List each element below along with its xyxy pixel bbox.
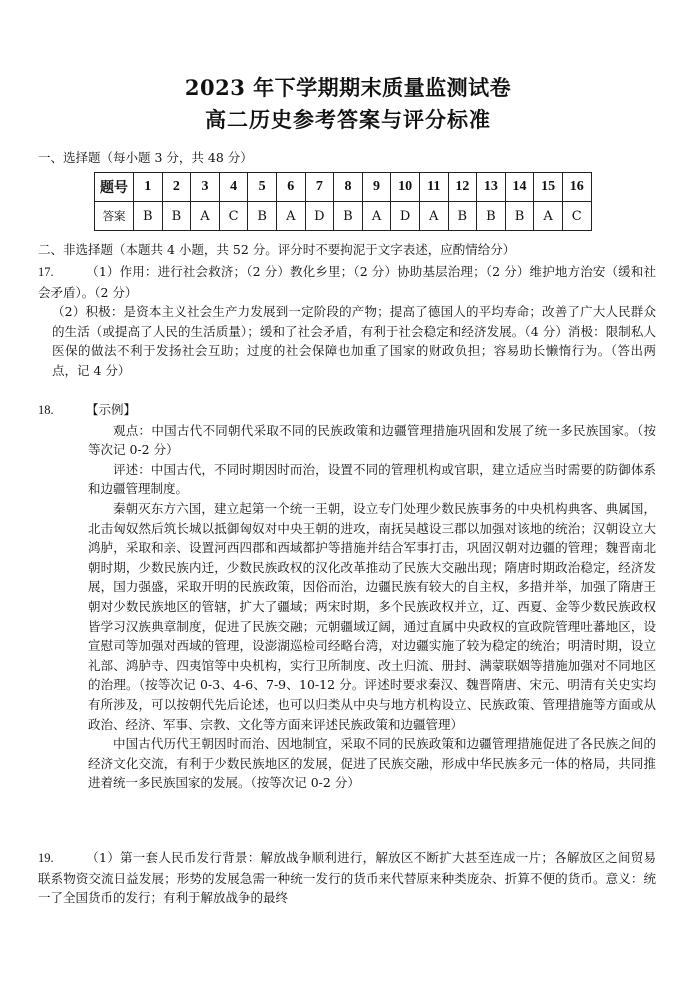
question-number-cell: 4 <box>219 173 248 202</box>
answer-cell: B <box>334 202 363 231</box>
answer-cell: C <box>562 202 591 231</box>
q18-details: 秦朝灭东方六国，建立起第一个统一王朝，设立专门处理少数民族事务的中央机构典客、典属国，北击匈奴然后筑长城以抵御匈奴对中央王朝的进攻，南抚吴越设三郡以加强对该地的统治；汉朝设立大鸿胪，采取和亲、设置河西四郡和西域都护等措施并结合军事打击，巩固汉朝对边疆的管理；魏晋南北朝时期，少数民族内迁，少数民族政权的汉化改革推动了民族大交融出现；隋唐时期政治稳定，经济发展，国力强盛，采取开明的民族政策，因俗而治，边疆民族有较大的自主权，多措并举，加强了隋唐王朝对少数民族地区的管辖，扩大了疆域；两宋时期，多个民族政权并立，辽、西夏、金等少数民族政权皆学习汉族典章制度，促进了民族交融；元朝疆域辽阔，通过直属中央政权的宣政院管理吐蕃地区，设宣慰司等加强对西域的管理，设澎湖巡检司经略台湾，对边疆实施了较为稳定的统治；明清时期，设立礼部、鸿胪寺、四夷馆等中央机构，实行卫所制度、改土归流、册封、满蒙联姻等措施加强对不同地区的治理。（按等次记 0-3、4-6、7-9、10-12 分。评述时要求秦汉、魏晋隋唐、宋元、明清有关史实均有所涉及，可以按朝代先后论述，也可以归类从中央与地方机构设立、民族政策、管理措施等方面或从政治、经济、军事、宗教、文化等方面来评述民族政策和边疆管理） <box>88 500 656 732</box>
answer-cell: B <box>505 202 534 231</box>
question-number-cell: 3 <box>191 173 220 202</box>
answer-cell: A <box>276 202 305 231</box>
row-label-number: 题号 <box>95 173 134 202</box>
question-number-cell: 9 <box>362 173 391 202</box>
q18-conclusion: 中国古代历代王朝因时而治、因地制宜，采取不同的民族政策和边疆管理措施促进了各民族之间的经济文化交流，有利于少数民族地区的发展，促进了民族交融，形成中华民族多元一体的格局，共同推进着统一多民族国家的发展。（按等次记 0-2 分） <box>88 736 656 791</box>
question-number-cell: 14 <box>505 173 534 202</box>
q17-part1: （1）作用：进行社会救济；（2 分）教化乡里；（2 分）协助基层治理；（2 分）维护地方治安（缓和社会矛盾）。（2 分） <box>38 264 656 300</box>
q18-viewpoint: 观点：中国古代不同朝代采取不同的民族政策和边疆管理措施巩固和发展了统一多民族国家。（按等次记 0-2 分） <box>88 422 656 458</box>
question-number-cell: 2 <box>162 173 191 202</box>
question-number-cell: 11 <box>419 173 448 202</box>
answer-table-number-row <box>95 173 592 202</box>
q17-part2: （2）积极：是资本主义社会生产力发展到一定阶段的产物；提高了德国人的平均寿命；改善了广大人民群众的生活（或提高了人民的生活质量）；缓和了社会矛盾，有利于社会稳定和经济发展。（4 分）消极：限制私人医保的做法不利于发扬社会互助；过度的社会保障也加重了国家的财政负担；容易助长懒惰行为。（答出两点，记 4 分） <box>52 304 656 378</box>
answer-cell: B <box>134 202 163 231</box>
answer-cell: B <box>248 202 277 231</box>
q18-review: 评述：中国古代，不同时期因时而治，设置不同的管理机构或官职，建立适应当时需要的防御体系和边疆管理制度。 <box>88 461 656 497</box>
question-number-cell: 16 <box>562 173 591 202</box>
q17-block <box>38 262 656 381</box>
q19-number: 19. <box>38 851 54 865</box>
question-number-cell: 13 <box>477 173 506 202</box>
row-label-answer: 答案 <box>95 202 134 231</box>
answer-cell: B <box>477 202 506 231</box>
q18-block <box>38 400 656 793</box>
answer-cell: C <box>219 202 248 231</box>
answer-cell: B <box>448 202 477 231</box>
q19-part1: （1）第一套人民币发行背景：解放战争顺利进行，解放区不断扩大甚至连成一片；各解放区之间贸易联系物资交流日益发展；形势的发展急需一种统一发行的货币来代替原来种类庞杂、折算不便的货币。意义：统一了全国货币的发行；有利于解放战争的最终 <box>38 850 656 906</box>
question-number-cell: 6 <box>276 173 305 202</box>
answer-cell: A <box>191 202 220 231</box>
answer-cell: D <box>391 202 420 231</box>
answer-table <box>94 172 592 231</box>
answer-cell: D <box>305 202 334 231</box>
answer-cell: A <box>419 202 448 231</box>
document-title: 2023 年下学期期末质量监测试卷 <box>184 75 512 100</box>
question-number-cell: 8 <box>334 173 363 202</box>
answer-table-answer-row <box>95 202 592 231</box>
document-subtitle: 高二历史参考答案与评分标准 <box>205 107 491 132</box>
section2-heading: 二、非选择题（本题共 4 小题，共 52 分。评分时不要拘泥于文字表述，应酌情给分） <box>38 242 516 257</box>
question-number-cell: 15 <box>534 173 563 202</box>
question-number-cell: 10 <box>391 173 420 202</box>
q17-number: 17. <box>38 265 54 279</box>
answer-cell: A <box>534 202 563 231</box>
section1-heading: 一、选择题（每小题 3 分，共 48 分） <box>38 150 253 165</box>
q18-number: 18. <box>38 403 54 417</box>
question-number-cell: 7 <box>305 173 334 202</box>
answer-cell: B <box>162 202 191 231</box>
answer-cell: A <box>362 202 391 231</box>
q18-example-label: 【示例】 <box>86 402 137 417</box>
question-number-cell: 12 <box>448 173 477 202</box>
q19-block <box>38 848 656 908</box>
question-number-cell: 5 <box>248 173 277 202</box>
question-number-cell: 1 <box>134 173 163 202</box>
